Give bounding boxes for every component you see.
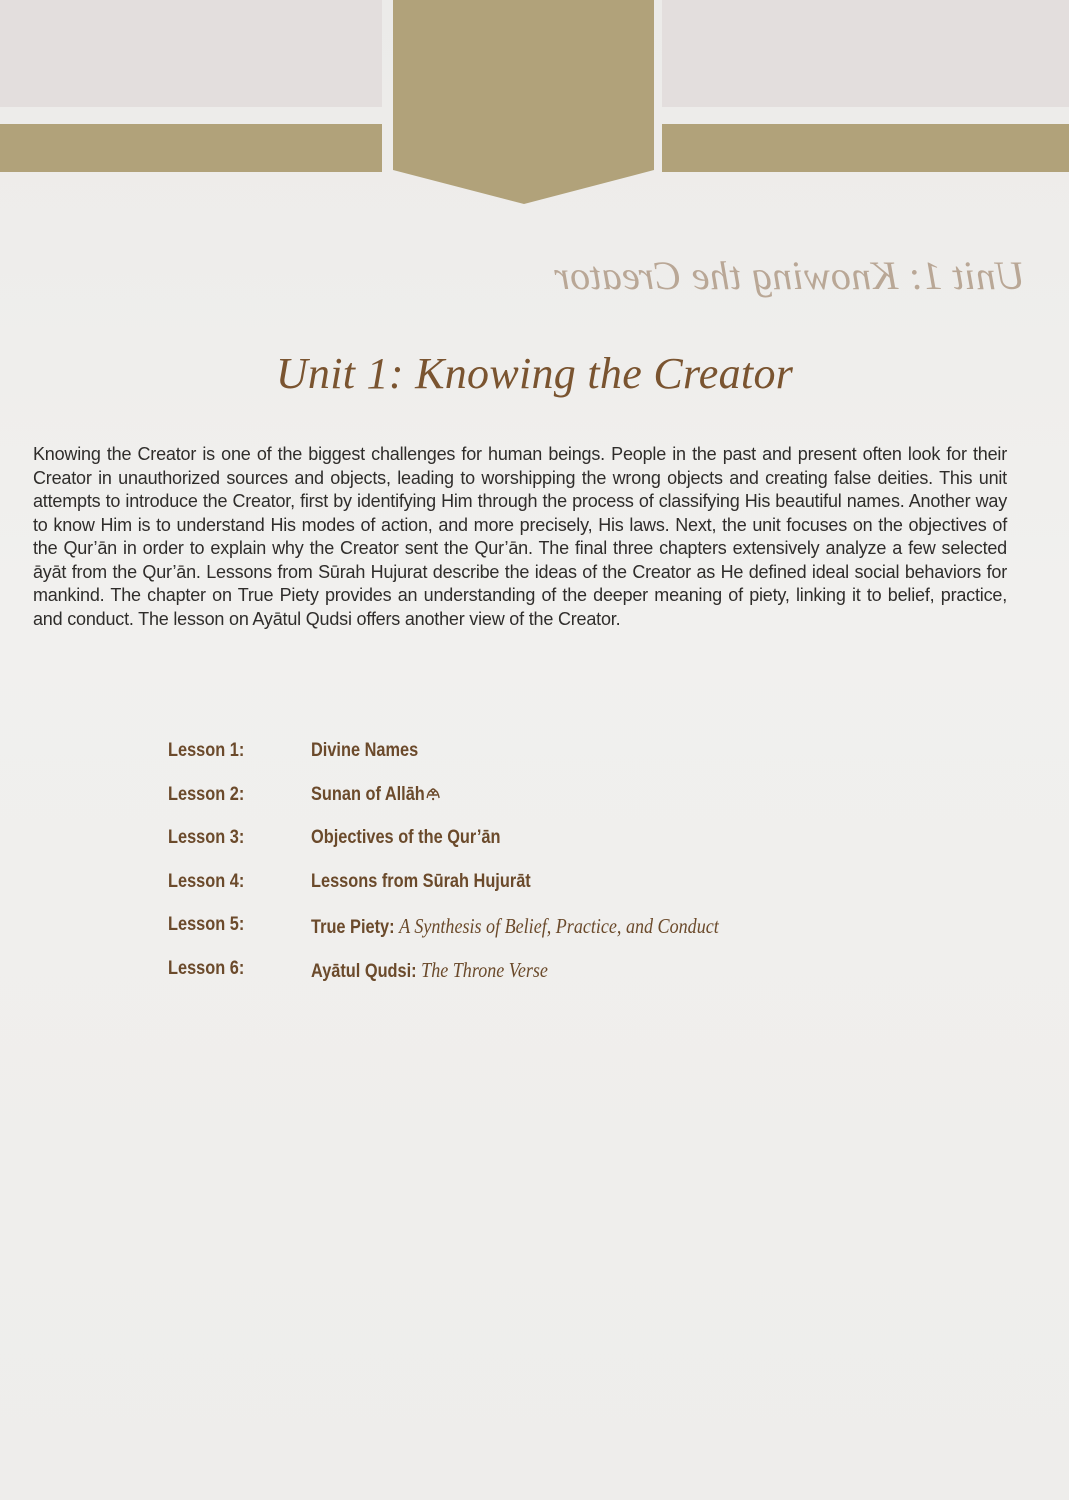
lesson-item bbox=[168, 780, 968, 824]
lesson-item bbox=[168, 736, 968, 780]
lesson-item bbox=[168, 910, 968, 954]
lesson-number: Lesson 2: bbox=[168, 783, 245, 805]
lesson-number: Lesson 5: bbox=[168, 914, 245, 935]
bleed-through-watermark: Unit 1: Knowing the Creator bbox=[553, 253, 1026, 298]
lesson-number: Lesson 1: bbox=[168, 740, 245, 761]
lesson-title: Ayātul Qudsi: The Throne Verse bbox=[311, 957, 548, 982]
lesson-item bbox=[168, 954, 968, 998]
lesson-title: Lessons from Sūrah Hujurāt bbox=[311, 870, 531, 892]
lesson-item bbox=[168, 823, 968, 867]
intro-paragraph: Knowing the Creator is one of the biggest challenges for human beings. People in the past and present often look for their Creator in unauthorized sources and objects, leading to worshipping the wrong objects and creating false deities. This unit attempts to introduce the Creator, first by identifying Him through the process of classifying His beautiful names. Another way to know Him is to understand His modes of action, and more precisely, His laws. Next, the unit focuses on the objectives of the Qur’ān in order to explain why the Creator sent the Qur’ān. The final three chapters extensively analyze a few selected āyāt from the Qur’ān. Lessons from Sūrah Hujurat describe the ideas of the Creator as He defined ideal social behaviors for mankind. The chapter on True Piety provides an understanding of the deeper meaning of piety, linking it to belief, practice, and conduct. The lesson on Ayātul Qudsi offers another view of the Creator. bbox=[33, 444, 1007, 629]
lesson-number: Lesson 4: bbox=[168, 870, 245, 892]
lesson-title: True Piety: A Synthesis of Belief, Practice, and Conduct bbox=[311, 914, 719, 938]
header-chevron bbox=[0, 0, 1069, 220]
lesson-item bbox=[168, 867, 968, 911]
lesson-title: Divine Names bbox=[311, 740, 419, 761]
lesson-subtitle: The Throne Verse bbox=[421, 957, 548, 982]
lesson-number: Lesson 3: bbox=[168, 827, 245, 848]
lesson-subtitle: A Synthesis of Belief, Practice, and Conduct bbox=[399, 914, 719, 938]
lesson-title: Sunan of Allāh bbox=[311, 784, 441, 806]
lesson-title: Objectives of the Qur’ān bbox=[311, 827, 501, 848]
lesson-number: Lesson 6: bbox=[168, 957, 245, 979]
honorific-glyph-icon bbox=[426, 786, 441, 802]
lesson-list bbox=[168, 736, 968, 997]
unit-title: Unit 1: Knowing the Creator bbox=[275, 349, 794, 398]
